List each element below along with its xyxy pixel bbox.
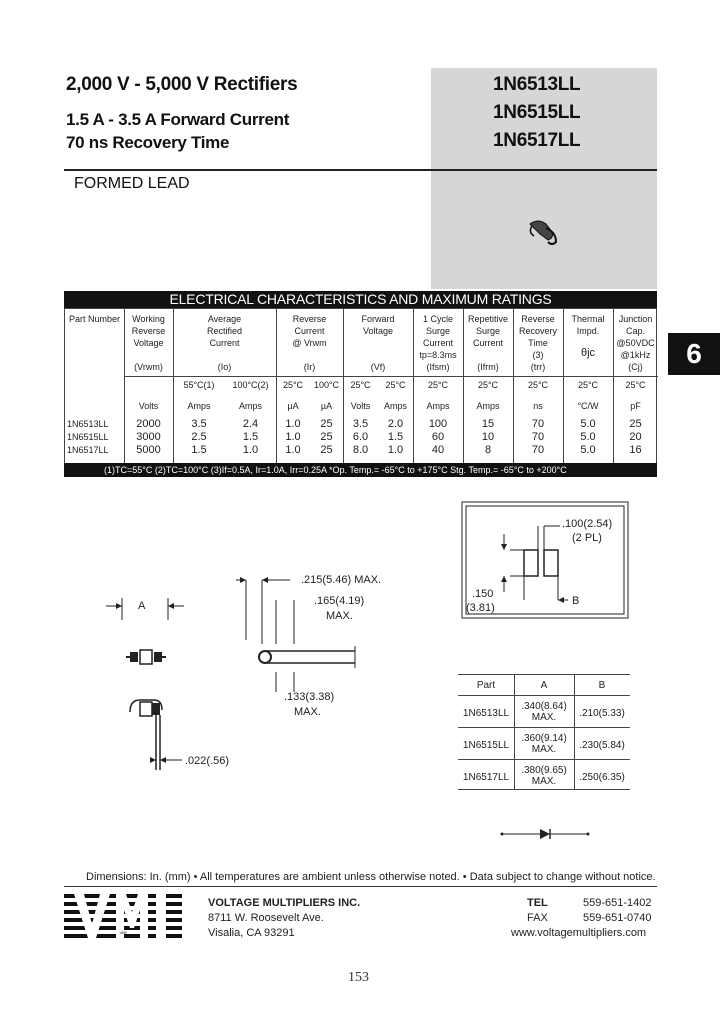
page-number: 153	[348, 970, 369, 985]
cond-10: 25°C	[577, 380, 599, 390]
dim-row-a-max: MAX.	[531, 712, 557, 723]
table-cell: 1.0	[285, 418, 301, 430]
col-rec-symbol: (trr)	[530, 362, 546, 372]
col-rec-2: Recovery	[518, 326, 557, 336]
table-row-part: 1N6517LL	[67, 445, 109, 455]
table-heading: ELECTRICAL CHARACTERISTICS AND MAXIMUM RATINGS	[64, 291, 657, 308]
col-rev-symbol: (Ir)	[303, 362, 316, 372]
tel-label: TEL	[527, 897, 548, 909]
vmi-logo	[64, 894, 182, 938]
fax-number: 559-651-0740	[583, 912, 652, 924]
section-tab: 6	[668, 333, 720, 375]
col-rev-2: Current	[294, 326, 325, 336]
table-cell: 70	[531, 418, 545, 430]
col-rec-3: Time	[528, 338, 548, 348]
table-cell: 5000	[136, 444, 161, 456]
dim-row-a: .340(8.64)	[521, 701, 567, 712]
table-cell: 2.5	[191, 431, 207, 443]
table-cell: 5.0	[580, 431, 596, 443]
table-cell: 2.4	[242, 418, 259, 430]
title-current-range: 1.5 A - 3.5 A Forward Current	[66, 110, 290, 129]
cond-1: 55°C(1)	[183, 380, 215, 390]
title-voltage-range: 2,000 V - 5,000 V Rectifiers	[66, 74, 298, 95]
address-line-1: 8711 W. Roosevelt Ave.	[208, 912, 324, 924]
dim-row-part: 1N6517LL	[462, 772, 510, 783]
table-cell: 8.0	[352, 444, 369, 456]
col-working-symbol: (Vrwm)	[134, 362, 163, 372]
unit-12: pF	[630, 401, 641, 411]
col-cycle-3: Current	[422, 338, 453, 348]
dim-row-a: .360(9.14)	[521, 733, 567, 744]
table-cell: 8	[484, 444, 492, 456]
col-junc-symbol: (Cj)	[628, 362, 643, 372]
table-cell: 25	[320, 418, 333, 430]
cond-11: 25°C	[625, 380, 646, 390]
col-working-3: Voltage	[133, 338, 164, 348]
table-cell: 5.0	[580, 444, 596, 456]
col-fwd-1: Forward	[361, 314, 395, 324]
col-junc-3: @50VDC	[616, 338, 655, 348]
dim-row-part: 1N6513LL	[462, 708, 510, 719]
part-number-2: 1N6515LL	[493, 102, 581, 123]
table-cell: 1.5	[387, 431, 404, 443]
disclaimer: Dimensions: In. (mm) • All temperatures are ambient unless otherwise noted. • Data subject to change without notice.	[86, 871, 656, 883]
unit-10: ns	[533, 401, 543, 411]
footer-rule	[64, 886, 657, 887]
dim-133-max: MAX.	[294, 706, 321, 718]
dim-150: .150	[472, 588, 494, 600]
col-rep-3: Current	[472, 338, 503, 348]
unit-5: µA	[320, 401, 333, 411]
part-number-3: 1N6517LL	[493, 130, 581, 151]
dim-row-b: .250(6.35)	[579, 772, 625, 783]
unit-8: Amps	[426, 401, 450, 411]
dim-100: .100(2.54)	[562, 518, 613, 530]
col-rev-3: @ Vrwm	[292, 338, 327, 348]
unit-9: Amps	[476, 401, 500, 411]
dim-row-part: 1N6515LL	[462, 740, 510, 751]
dim-150-mm: (3.81)	[466, 602, 495, 614]
unit-7: Amps	[383, 401, 407, 411]
col-cycle-symbol: (Ifsm)	[426, 362, 450, 372]
col-part-number: Part Number	[68, 314, 121, 324]
table-cell: 3.5	[352, 418, 369, 430]
dim-col-part: Part	[476, 680, 496, 691]
col-therm-symbol: θjc	[580, 347, 596, 359]
table-cell: 100	[428, 418, 448, 430]
dim-100-pl: (2 PL)	[572, 532, 602, 544]
part-number-1: 1N6513LL	[493, 74, 581, 95]
col-working-1: Working	[132, 314, 165, 324]
col-rec-sym: (3)	[532, 350, 544, 360]
dim-col-b: B	[598, 680, 606, 691]
cond-7: 25°C	[427, 380, 449, 390]
dim-row-a-max: MAX.	[531, 744, 557, 755]
table-cell: 1.5	[191, 444, 207, 456]
cond-3: 25°C	[282, 380, 304, 390]
table-cell: 16	[629, 444, 642, 456]
table-cell: 2000	[136, 418, 161, 430]
dim-a-label: A	[138, 600, 146, 612]
table-cell: 1.0	[387, 444, 404, 456]
table-cell: 25	[320, 431, 333, 443]
col-cycle-2: Surge	[425, 326, 451, 336]
col-cycle-4: tp=8.3ms	[419, 350, 457, 360]
outline-drawing	[100, 560, 400, 780]
table-cell: 25	[320, 444, 333, 456]
unit-11: °C/W	[577, 401, 599, 411]
col-avg-2: Rectified	[206, 326, 242, 336]
title-recovery-time: 70 ns Recovery Time	[66, 133, 230, 152]
cond-2: 100°C(2)	[232, 380, 269, 390]
dim-022: .022(.56)	[185, 755, 230, 767]
dim-row-b: .210(5.33)	[579, 708, 625, 719]
unit-4: µA	[287, 401, 299, 411]
dim-row-a-max: MAX.	[531, 776, 557, 787]
table-cell: 3.5	[191, 418, 207, 430]
cond-4: 100°C	[313, 380, 340, 390]
header-rule	[64, 169, 657, 171]
table-cell: 6.0	[352, 431, 369, 443]
fax-label: FAX	[527, 912, 548, 924]
col-therm-1: Thermal	[571, 314, 605, 324]
table-cell: 70	[531, 444, 545, 456]
company-name: VOLTAGE MULTIPLIERS INC.	[208, 897, 361, 909]
col-junc-1: Junction	[618, 314, 653, 324]
address-line-2: Visalia, CA 93291	[208, 927, 295, 939]
col-avg-3: Current	[209, 338, 240, 348]
table-row-part: 1N6513LL	[67, 419, 109, 429]
table-cell: 3000	[136, 431, 161, 443]
tel-number: 559-651-1402	[583, 897, 652, 909]
table-cell: 60	[431, 431, 445, 443]
table-cell: 40	[431, 444, 445, 456]
unit-1: Volts	[138, 401, 159, 411]
dim-215: .215(5.46) MAX.	[301, 574, 382, 586]
table-cell: 70	[531, 431, 545, 443]
component-illustration-icon	[522, 216, 564, 248]
col-fwd-2: Voltage	[362, 326, 394, 336]
col-cycle-1: 1 Cycle	[422, 314, 453, 324]
logo-text: VMI	[119, 930, 127, 935]
col-rep-1: Repetitive	[467, 314, 509, 324]
table-row-part: 1N6515LL	[67, 432, 109, 442]
col-junc-4: @1kHz	[620, 350, 651, 360]
col-working-2: Reverse	[131, 326, 166, 336]
col-rec-1: Reverse	[521, 314, 555, 324]
cond-5: 25°C	[350, 380, 371, 390]
dim-165: .165(4.19)	[314, 595, 365, 607]
diode-symbol-icon	[500, 826, 590, 842]
col-junc-2: Cap.	[625, 326, 645, 336]
dim-133: .133(3.38)	[284, 691, 335, 703]
unit-2: Amps	[187, 401, 211, 411]
dimension-table	[458, 674, 630, 790]
table-footnote: (1)TC=55°C (2)TC=100°C (3)If=0.5A, Ir=1.0A, Irr=0.25A *Op. Temp.= -65°C to +175°C Stg. Temp.= -65°C to +200°C	[64, 463, 657, 477]
unit-6: Volts	[350, 401, 371, 411]
col-rev-1: Reverse	[292, 314, 327, 324]
table-cell: 1.0	[242, 444, 259, 456]
dim-165-max: MAX.	[326, 610, 353, 622]
cond-6: 25°C	[385, 380, 406, 390]
cond-9: 25°C	[527, 380, 549, 390]
col-rep-2: Surge	[475, 326, 501, 336]
dim-col-a: A	[540, 680, 548, 691]
subtitle-formed-lead: FORMED LEAD	[74, 175, 190, 192]
electrical-table	[64, 308, 657, 477]
col-avg-1: Average	[207, 314, 242, 324]
table-cell: 1.5	[242, 431, 259, 443]
table-cell: 25	[629, 418, 642, 430]
dim-b-label: B	[572, 595, 580, 607]
dim-row-a: .380(9.65)	[521, 765, 567, 776]
col-fwd-symbol: (Vf)	[370, 362, 386, 372]
table-cell: 1.0	[285, 444, 301, 456]
table-cell: 1.0	[285, 431, 301, 443]
table-cell: 15	[481, 418, 495, 430]
table-cell: 10	[481, 431, 495, 443]
col-therm-2: Impd.	[576, 326, 600, 336]
col-rep-symbol: (Ifrm)	[477, 362, 499, 372]
table-cell: 20	[629, 431, 642, 443]
cond-8: 25°C	[477, 380, 499, 390]
unit-3: Amps	[238, 401, 262, 411]
dim-row-b: .230(5.84)	[579, 740, 625, 751]
table-cell: 5.0	[580, 418, 596, 430]
table-cell: 2.0	[387, 418, 404, 430]
website-link[interactable]: www.voltagemultipliers.com	[511, 927, 647, 939]
col-avg-symbol: (Io)	[217, 362, 232, 372]
